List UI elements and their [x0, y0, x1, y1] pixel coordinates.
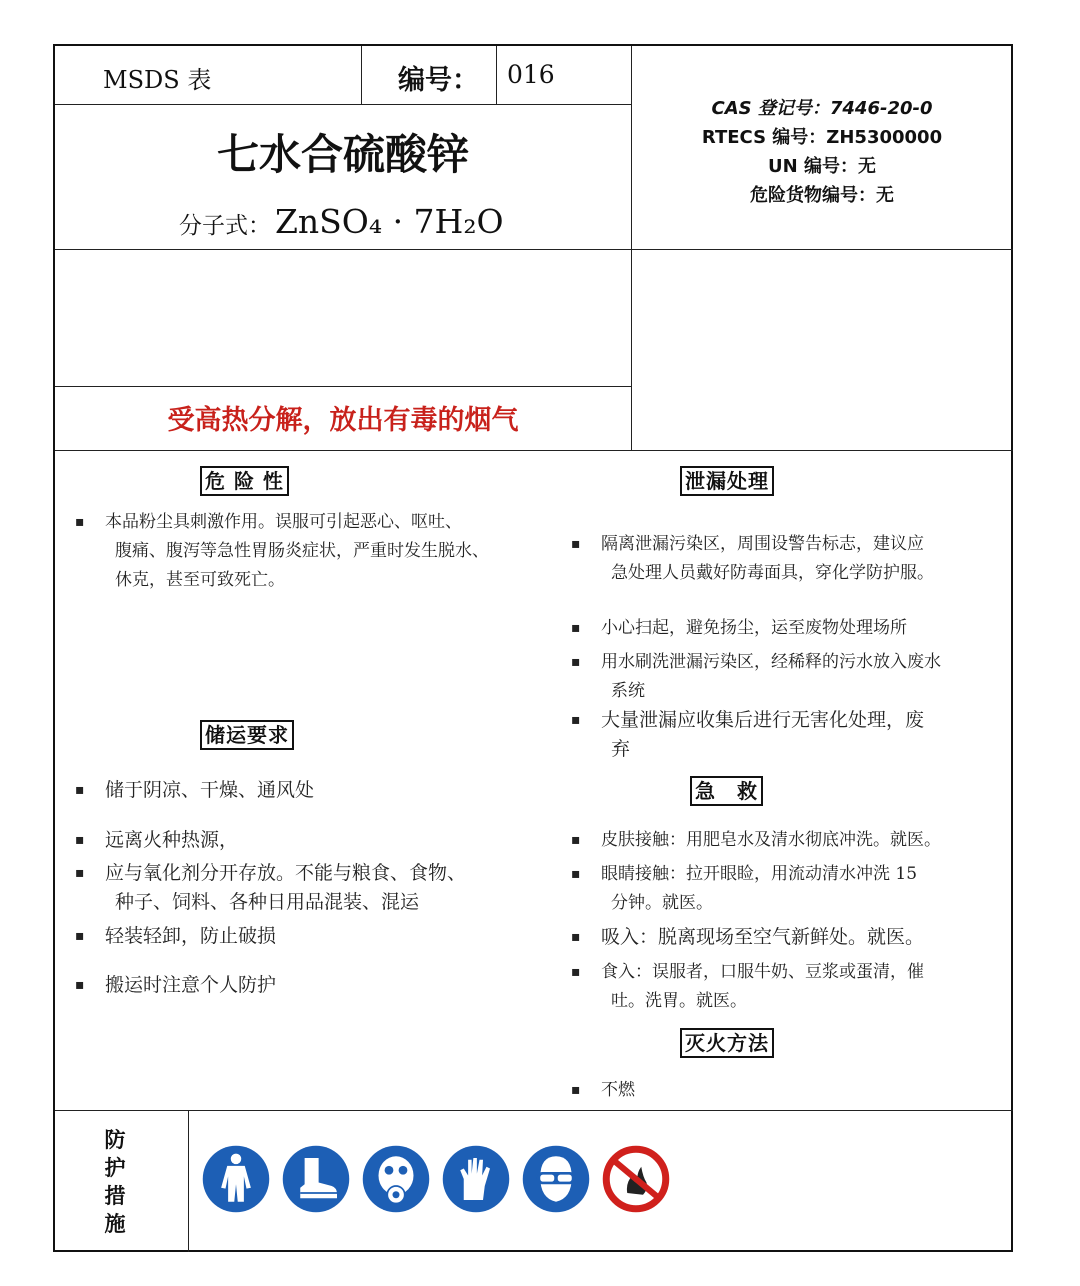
bullet: ▪: [571, 712, 581, 728]
item-line: 种子、饲料、各种日用品混装、混运: [115, 891, 420, 913]
divider: [188, 1110, 189, 1252]
item-line: 远离火种热源，: [105, 829, 239, 851]
chemical-name: 七水合硫酸锌: [216, 130, 469, 179]
item-line: 本品粉尘具刺激作用。误服可引起恶心、呕吐、: [105, 512, 462, 532]
list-item: [571, 1076, 635, 1105]
divider: [55, 450, 1013, 451]
bullet: ▪: [75, 832, 85, 848]
list-item: [75, 776, 315, 805]
list-item: [75, 971, 277, 1000]
item-line: 用水刷洗泄漏污染区，经稀释的污水放入废水: [601, 652, 941, 672]
list-item: [75, 922, 277, 951]
bullet: ▪: [75, 865, 85, 881]
msds-sheet: [53, 44, 1013, 1252]
molecular-formula: ZnSO₄ · 7H₂O: [275, 202, 504, 241]
rtecs-number: RTECS 编号：ZH5300000: [701, 127, 943, 148]
item-line: 吐。洗胃。就医。: [611, 991, 747, 1011]
bullet: ▪: [571, 866, 581, 882]
item-line: 分钟。就医。: [611, 893, 713, 913]
item-line: 轻装轻卸，防止破损: [105, 925, 277, 947]
item-line: 皮肤接触：用肥皂水及清水彻底冲洗。就医。: [601, 830, 941, 850]
divider: [55, 104, 631, 105]
item-line: 食入：误服者，口服牛奶、豆浆或蛋清，催: [601, 962, 924, 982]
ppe-label-char: 护: [104, 1156, 126, 1180]
item-line: 吸入：脱离现场至空气新鲜处。就医。: [601, 926, 925, 948]
number-value: 016: [507, 60, 555, 89]
list-item: [571, 706, 1001, 764]
first-aid-section-title: 急 救: [690, 776, 763, 806]
safety-boots-icon: [281, 1144, 351, 1214]
bullet: ▪: [571, 1082, 581, 1098]
item-line: 大量泄漏应收集后进行无害化处理，废: [601, 709, 925, 731]
protective-suit-icon: [201, 1144, 271, 1214]
bullet: ▪: [571, 620, 581, 636]
item-line: 系统: [611, 681, 645, 701]
hazard-note: 受高热分解，放出有毒的烟气: [167, 405, 519, 436]
bullet: ▪: [75, 514, 85, 530]
no-fire-icon: [601, 1144, 671, 1214]
list-item: [75, 508, 575, 595]
dangerous-goods-number: 危险货物编号：无: [750, 185, 894, 206]
ppe-label-char: 防: [104, 1128, 126, 1152]
gas-mask-icon: [361, 1144, 431, 1214]
ppe-label-char: 措: [104, 1184, 126, 1208]
bullet: ▪: [571, 536, 581, 552]
list-item: [571, 648, 1001, 706]
bullet: ▪: [75, 977, 85, 993]
bullet: ▪: [571, 929, 581, 945]
list-item: [571, 614, 907, 643]
bullet: ▪: [75, 782, 85, 798]
list-item: [571, 860, 1001, 918]
fire-section-title: 灭火方法: [680, 1028, 774, 1058]
bullet: ▪: [571, 832, 581, 848]
bullet: ▪: [75, 928, 85, 944]
msds-label: MSDS 表: [103, 66, 212, 94]
ppe-label: [103, 1126, 127, 1238]
divider: [55, 249, 1013, 250]
item-line: 搬运时注意个人防护: [105, 974, 277, 996]
list-item: [75, 826, 239, 855]
hazard-section-title: 危 险 性: [200, 466, 289, 496]
list-item: [75, 859, 467, 917]
divider: [55, 1110, 1013, 1111]
item-line: 小心扫起，避免扬尘，运至废物处理场所: [601, 618, 907, 638]
item-line: 弃: [611, 738, 631, 760]
list-item: [571, 923, 925, 952]
item-line: 休克，甚至可致死亡。: [115, 570, 285, 590]
divider: [361, 46, 362, 104]
item-line: 应与氧化剂分开存放。不能与粮食、食物、: [105, 862, 467, 884]
gloves-icon: [441, 1144, 511, 1214]
item-line: 隔离泄漏污染区，周围设警告标志，建议应: [601, 534, 924, 554]
goggles-icon: [521, 1144, 591, 1214]
un-number: UN 编号：无: [768, 156, 876, 177]
bullet: ▪: [571, 964, 581, 980]
number-label: 编号：: [398, 65, 479, 96]
formula-label: 分子式：: [179, 213, 271, 239]
list-item: [571, 958, 1001, 1016]
item-line: 眼睛接触：拉开眼睑，用流动清水冲洗 15: [601, 864, 918, 884]
cas-number: CAS 登记号：7446-20-0: [711, 98, 933, 119]
item-line: 不燃: [601, 1080, 635, 1100]
ppe-label-char: 施: [104, 1212, 126, 1236]
leak-section-title: 泄漏处理: [680, 466, 774, 496]
storage-section-title: 储运要求: [200, 720, 294, 750]
divider: [496, 46, 497, 104]
formula-row: [179, 202, 504, 241]
bullet: ▪: [571, 654, 581, 670]
identifiers: [631, 94, 1013, 210]
item-line: 急处理人员戴好防毒面具，穿化学防护服。: [611, 563, 934, 583]
divider: [55, 386, 631, 387]
item-line: 腹痛、腹泻等急性胃肠炎症状，严重时发生脱水、: [115, 541, 489, 561]
item-line: 储于阴凉、干燥、通风处: [105, 779, 315, 801]
list-item: [571, 530, 1001, 588]
list-item: [571, 826, 941, 855]
